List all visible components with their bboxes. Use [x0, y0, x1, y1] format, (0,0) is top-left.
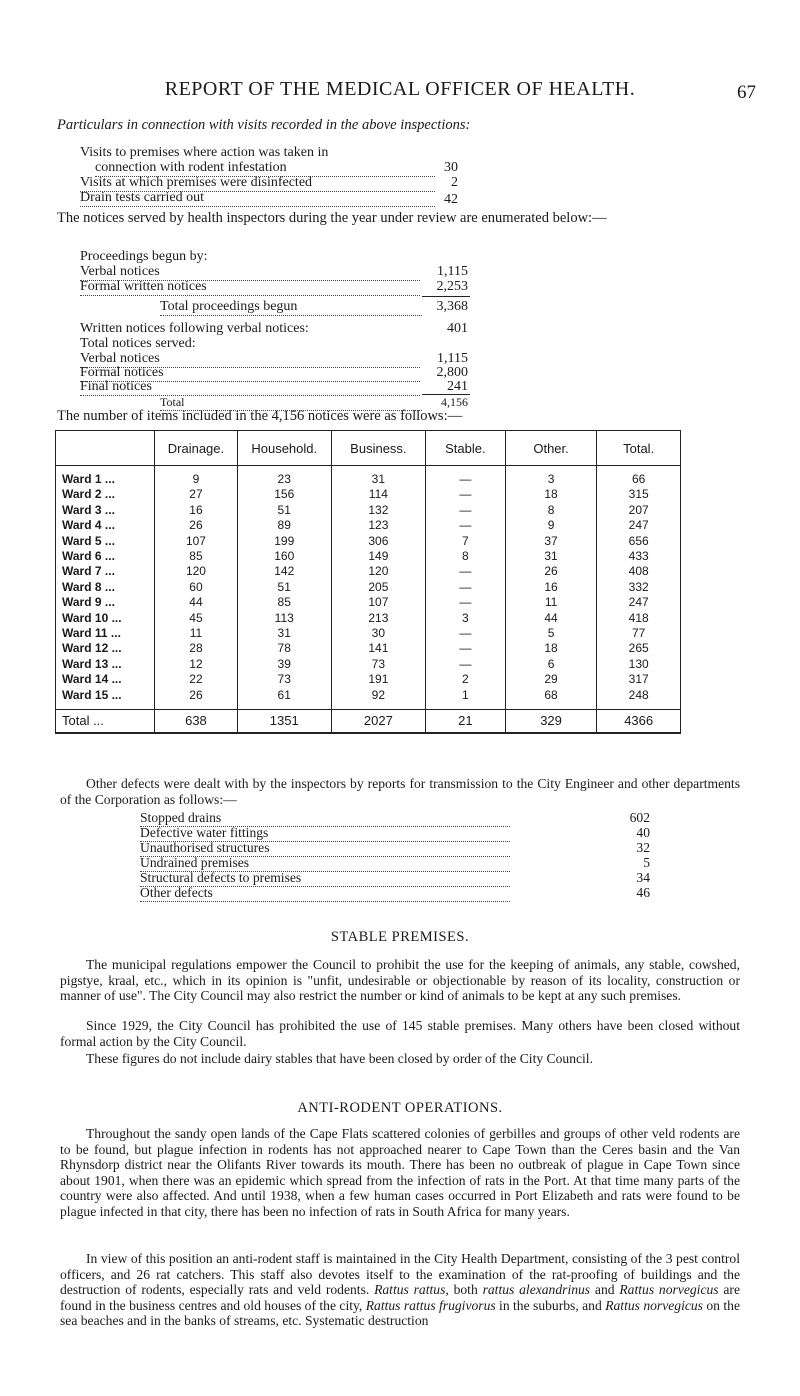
cell-ward: Ward 10 ... [56, 611, 155, 626]
cell-stable: — [425, 487, 505, 502]
cell-household: 113 [237, 611, 331, 626]
total-row [56, 710, 681, 734]
served-final-value: 241 [447, 379, 468, 394]
cell-business: 132 [331, 503, 425, 518]
total-proceedings-value: 3,368 [436, 299, 468, 314]
cell-total: 77 [597, 626, 681, 641]
visits-item-4: Drain tests carried out [80, 190, 435, 207]
cell-household: 142 [237, 564, 331, 579]
cell-business: 92 [331, 688, 425, 703]
rodent-heading: ANTI-RODENT OPERATIONS. [297, 1100, 503, 1116]
table-row [56, 487, 681, 502]
cell-stable: — [425, 564, 505, 579]
served-final-row: Final notices [80, 379, 420, 396]
notices-intro: The notices served by health inspectors during the year under review are enumerated below:— [57, 210, 607, 226]
cell-drainage: 107 [155, 534, 237, 549]
formal-notices-value: 2,253 [436, 279, 468, 294]
cell-household: 23 [237, 472, 331, 487]
cell-stable: — [425, 472, 505, 487]
visits-value-3: 2 [451, 175, 458, 190]
total-proceedings-row: Total proceedings begun [160, 299, 422, 316]
cell-stable: — [425, 626, 505, 641]
cell-business: 123 [331, 518, 425, 533]
cell-stable: — [425, 518, 505, 533]
defect-item: Unauthorised structures [140, 840, 510, 857]
cell-total: 317 [597, 672, 681, 687]
cell-business: 107 [331, 595, 425, 610]
verbal-notices-value: 1,115 [437, 264, 468, 279]
cell-ward: Ward 2 ... [56, 487, 155, 502]
table-row [56, 503, 681, 518]
cell-business: 191 [331, 672, 425, 687]
cell-drainage: 12 [155, 657, 237, 672]
ward-table-header [56, 431, 681, 466]
cell-other: 11 [505, 595, 597, 610]
cell-business: 30 [331, 626, 425, 641]
cell-stable: — [425, 503, 505, 518]
total-cell-total: 4366 [597, 710, 681, 734]
visits-item-3: Visits at which premises were disinfected [80, 175, 435, 192]
cell-drainage: 26 [155, 688, 237, 703]
cell-ward: Ward 12 ... [56, 641, 155, 656]
cell-stable: 8 [425, 549, 505, 564]
other-defects-intro: Other defects were dealt with by the inspectors by reports for transmission to the City Engineer and other departments of the Corporation as follows:— [60, 776, 740, 807]
written-following-value: 401 [447, 321, 468, 336]
cell-household: 160 [237, 549, 331, 564]
cell-ward: Ward 14 ... [56, 672, 155, 687]
cell-other: 37 [505, 534, 597, 549]
cell-other: 16 [505, 580, 597, 595]
cell-household: 73 [237, 672, 331, 687]
header-business: Business. [331, 431, 425, 466]
total-cell-other: 329 [505, 710, 597, 734]
cell-drainage: 22 [155, 672, 237, 687]
page-number: 67 [737, 82, 756, 103]
cell-other: 6 [505, 657, 597, 672]
proceedings-label: Proceedings begun by: [80, 249, 208, 264]
cell-ward: Ward 8 ... [56, 580, 155, 595]
formal-notices-row: Formal written notices [80, 279, 420, 296]
rodent-paragraph-1: Throughout the sandy open lands of the Cape Flats scattered colonies of gerbilles and groups of other veld rodents are to be found, but plague infection in rodents has not approached nearer to Cape Town than the Ceres basin and the Van Rhynsdorp district near the Olifants River towards its mouth. There has been no outbreak of plague in Cape Town since about 1901, when there was an epidemic which spread from the infection of rats in the Port. At that time many parts of the country were also affected. And until 1938, when a few human cases occurred in Port Elizabeth and rats were found to be plague infected in that city, there has been no infection of rats in South Africa for many years. [60, 1126, 740, 1219]
cell-drainage: 27 [155, 487, 237, 502]
stable-paragraph-2: Since 1929, the City Council has prohibited the use of 145 stable premises. Many others have been closed without formal action by the City Council. [60, 1018, 740, 1049]
cell-household: 199 [237, 534, 331, 549]
cell-drainage: 120 [155, 564, 237, 579]
cell-ward: Ward 4 ... [56, 518, 155, 533]
header-drainage: Drainage. [155, 431, 237, 466]
cell-stable: — [425, 657, 505, 672]
cell-business: 120 [331, 564, 425, 579]
cell-total: 130 [597, 657, 681, 672]
cell-other: 68 [505, 688, 597, 703]
cell-ward: Ward 5 ... [56, 534, 155, 549]
cell-other: 9 [505, 518, 597, 533]
verbal-notices-row: Verbal notices [80, 264, 420, 281]
cell-other: 31 [505, 549, 597, 564]
visits-value-2: 30 [444, 160, 458, 175]
served-formal-row: Formal notices [80, 365, 420, 382]
rodent-paragraph-2: In view of this position an anti-rodent staff is maintained in the City Health Department, consisting of the 3 pest control officers, and 26 rat catchers. This staff also devotes itself to the examination of the rat-proofing of buildings and the destruction of rodents, especially rats and veld rodents. Rattus rattus, both rattus alexandrinus and Rattus norvegicus are found in the business centres and old houses of the city, Rattus rattus frugivorus in the suburbs, and Rattus norvegicus on the sea beaches and in the banks of streams, etc. Systematic destruction [60, 1251, 740, 1328]
table-row [56, 688, 681, 703]
table-row [56, 580, 681, 595]
visits-item-2: connection with rodent infestation [95, 160, 435, 177]
total-cell-ward: Total ... [56, 710, 155, 734]
cell-other: 44 [505, 611, 597, 626]
table-row [56, 626, 681, 641]
cell-other: 26 [505, 564, 597, 579]
defect-value: 32 [636, 840, 650, 855]
ward-table [55, 430, 681, 734]
cell-other: 8 [505, 503, 597, 518]
page-header: REPORT OF THE MEDICAL OFFICER OF HEALTH. [164, 78, 636, 100]
table-row [56, 611, 681, 626]
served-formal-value: 2,800 [436, 365, 468, 380]
cell-ward: Ward 11 ... [56, 626, 155, 641]
cell-business: 213 [331, 611, 425, 626]
cell-stable: — [425, 595, 505, 610]
subtotal-rule [422, 296, 470, 297]
served-verbal-value: 1,115 [437, 351, 468, 366]
cell-drainage: 11 [155, 626, 237, 641]
cell-stable: — [425, 641, 505, 656]
header-stable: Stable. [425, 431, 505, 466]
header-other: Other. [505, 431, 597, 466]
cell-ward: Ward 13 ... [56, 657, 155, 672]
cell-ward: Ward 3 ... [56, 503, 155, 518]
cell-drainage: 28 [155, 641, 237, 656]
table-row [56, 564, 681, 579]
cell-total: 247 [597, 518, 681, 533]
cell-business: 73 [331, 657, 425, 672]
cell-drainage: 26 [155, 518, 237, 533]
stable-paragraph-3: These figures do not include dairy stables that have been closed by order of the City Council. [86, 1051, 593, 1066]
cell-total: 247 [597, 595, 681, 610]
total-cell-business: 2027 [331, 710, 425, 734]
cell-other: 29 [505, 672, 597, 687]
cell-business: 306 [331, 534, 425, 549]
defect-value: 46 [636, 885, 650, 900]
visits-item-1: Visits to premises where action was taken in [80, 145, 329, 160]
cell-total: 433 [597, 549, 681, 564]
cell-total: 332 [597, 580, 681, 595]
cell-other: 18 [505, 641, 597, 656]
served-total-row: Total [160, 395, 422, 411]
total-cell-stable: 21 [425, 710, 505, 734]
defect-value: 5 [643, 855, 650, 870]
table-row [56, 641, 681, 656]
table-row [56, 472, 681, 487]
cell-ward: Ward 7 ... [56, 564, 155, 579]
cell-stable: 1 [425, 688, 505, 703]
cell-household: 85 [237, 595, 331, 610]
defect-value: 40 [636, 825, 650, 840]
cell-drainage: 60 [155, 580, 237, 595]
table-row [56, 672, 681, 687]
cell-other: 5 [505, 626, 597, 641]
header-ward [56, 431, 155, 466]
items-intro: The number of items included in the 4,156 notices were as follows:— [57, 408, 463, 424]
cell-drainage: 16 [155, 503, 237, 518]
cell-other: 3 [505, 472, 597, 487]
cell-business: 141 [331, 641, 425, 656]
cell-drainage: 85 [155, 549, 237, 564]
defect-item: Defective water fittings [140, 825, 510, 842]
cell-household: 51 [237, 503, 331, 518]
defect-item: Other defects [140, 885, 510, 902]
cell-total: 315 [597, 487, 681, 502]
cell-household: 78 [237, 641, 331, 656]
cell-stable: 3 [425, 611, 505, 626]
cell-household: 89 [237, 518, 331, 533]
cell-stable: — [425, 580, 505, 595]
cell-household: 156 [237, 487, 331, 502]
cell-total: 248 [597, 688, 681, 703]
cell-drainage: 44 [155, 595, 237, 610]
cell-ward: Ward 9 ... [56, 595, 155, 610]
table-row [56, 657, 681, 672]
cell-total: 66 [597, 472, 681, 487]
defect-value: 602 [629, 810, 650, 825]
defect-item: Stopped drains [140, 810, 510, 827]
total-cell-drainage: 638 [155, 710, 237, 734]
defect-item: Structural defects to premises [140, 870, 510, 887]
table-row [56, 534, 681, 549]
defect-item: Undrained premises [140, 855, 510, 872]
header-total: Total. [597, 431, 681, 466]
cell-stable: 7 [425, 534, 505, 549]
cell-business: 205 [331, 580, 425, 595]
total-cell-household: 1351 [237, 710, 331, 734]
cell-total: 265 [597, 641, 681, 656]
cell-business: 31 [331, 472, 425, 487]
cell-ward: Ward 1 ... [56, 472, 155, 487]
table-row [56, 518, 681, 533]
served-label: Total notices served: [80, 336, 196, 351]
defect-value: 34 [636, 870, 650, 885]
cell-stable: 2 [425, 672, 505, 687]
cell-total: 408 [597, 564, 681, 579]
table-row [56, 549, 681, 564]
cell-business: 149 [331, 549, 425, 564]
cell-other: 18 [505, 487, 597, 502]
cell-total: 656 [597, 534, 681, 549]
cell-household: 31 [237, 626, 331, 641]
visits-value-4: 42 [444, 192, 458, 207]
header-household: Household. [237, 431, 331, 466]
stable-paragraph-1: The municipal regulations empower the Council to prohibit the use for the keeping of animals, any stable, cowshed, pigstye, kraal, etc., which in its opinion is "unfit, undesirable or objectionable by reason of its locality, construction or manner of use". The City Council may also restrict the number or kind of animals to be kept at any such premises. [60, 957, 740, 1003]
written-following-label: Written notices following verbal notices: [80, 321, 309, 336]
cell-total: 418 [597, 611, 681, 626]
cell-drainage: 45 [155, 611, 237, 626]
cell-household: 61 [237, 688, 331, 703]
cell-total: 207 [597, 503, 681, 518]
cell-ward: Ward 15 ... [56, 688, 155, 703]
visits-heading: Particulars in connection with visits recorded in the above inspections: [57, 117, 471, 133]
served-total-value: 4,156 [441, 395, 468, 409]
cell-household: 39 [237, 657, 331, 672]
cell-drainage: 9 [155, 472, 237, 487]
table-row [56, 595, 681, 610]
served-verbal-row: Verbal notices [80, 351, 420, 368]
cell-business: 114 [331, 487, 425, 502]
cell-ward: Ward 6 ... [56, 549, 155, 564]
cell-household: 51 [237, 580, 331, 595]
stable-heading: STABLE PREMISES. [330, 929, 470, 945]
